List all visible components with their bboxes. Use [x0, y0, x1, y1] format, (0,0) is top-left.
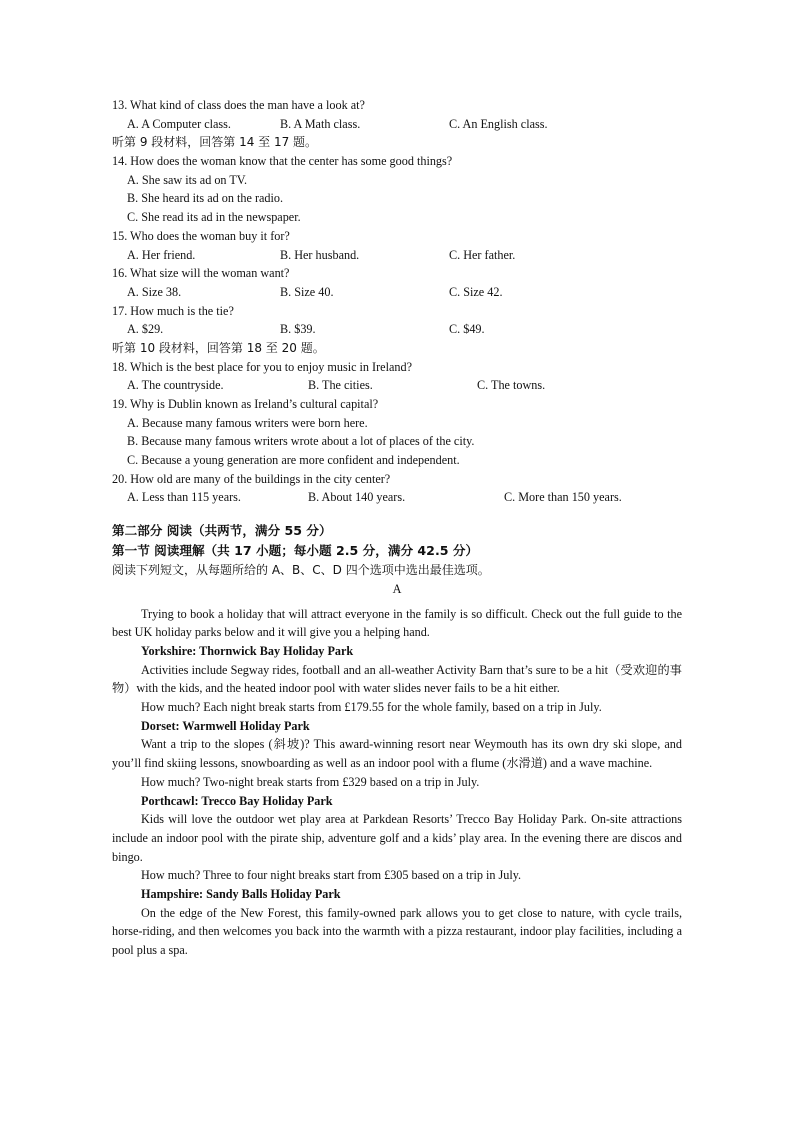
option-c: C. $49.: [449, 322, 485, 337]
option-c: C. Her father.: [449, 247, 516, 262]
option-b: B. Because many famous writers wrote about a lot of places of the city.: [127, 434, 475, 449]
option-a: A. She saw its ad on TV.: [127, 172, 248, 187]
question-13-options: [112, 115, 682, 134]
question-13-stem: 13. What kind of class does the man have a look at?: [112, 98, 365, 112]
question-15-stem: 15. Who does the woman buy it for?: [112, 228, 290, 243]
park-price-yorkshire: How much? Each night break starts from £179.55 for the whole family, based on a trip in July.: [141, 700, 602, 714]
option-c: C. She read its ad in the newspaper.: [127, 210, 301, 225]
option-c: C. An English class.: [449, 116, 548, 131]
passage-intro: Trying to book a holiday that will attract everyone in the family is so difficult. Check out the full guide to the best UK holiday parks below and it will give you a helping hand.: [112, 606, 682, 640]
park-desc-yorkshire: Activities include Segway rides, football and an all-weather Activity Barn that’s sure to be a hit（受欢迎的事物）with the kids, and the heated indoor pool with water slides never fails to be a hit either.: [112, 662, 682, 696]
park-name-yorkshire: Yorkshire: Thornwick Bay Holiday Park: [141, 643, 354, 658]
option-b: B. Her husband.: [280, 247, 360, 262]
park-desc-hampshire: On the edge of the New Forest, this family-owned park allows you to get close to nature, with cycle trails, horse-riding, and then welcomes you back into the warmth with a pizza restaurant, indoor play facilities, including a pool plus a spa.: [112, 905, 682, 958]
question-14-stem: 14. How does the woman know that the center has some good things?: [112, 154, 453, 169]
listening-section-9: 听第 9 段材料，回答第 14 至 17 题。: [112, 135, 318, 150]
option-a: A. The countryside.: [127, 378, 224, 393]
question-15-options: [112, 246, 682, 265]
part2-title: 第二部分 阅读（共两节，满分 55 分）: [112, 523, 332, 539]
question-17-options: [112, 320, 682, 339]
option-b: B. She heard its ad on the radio.: [127, 191, 284, 206]
exam-page: [112, 96, 682, 960]
question-19-stem: 19. Why is Dublin known as Ireland’s cultural capital?: [112, 397, 379, 411]
question-20-stem: 20. How old are many of the buildings in the city center?: [112, 471, 391, 486]
option-a: A. Because many famous writers were born here.: [127, 415, 368, 430]
question-16-options: [112, 283, 682, 302]
option-b: B. $39.: [280, 322, 316, 337]
park-desc-dorset: Want a trip to the slopes (斜坡)? This award-winning resort near Weymouth has its own dry ski slope, and you’ll find skiing lessons, snowboarding as well as an indoor pool with a flume (水滑道) and a wave machine.: [112, 737, 682, 771]
option-b: B. About 140 years.: [308, 490, 406, 505]
option-c: C. More than 150 years.: [504, 490, 622, 505]
park-name-porthcawl: Porthcawl: Trecco Bay Holiday Park: [141, 793, 333, 808]
option-b: B. A Math class.: [280, 116, 361, 131]
listening-section-10: 听第 10 段材料，回答第 18 至 20 题。: [112, 340, 325, 355]
option-a: A. Her friend.: [127, 247, 196, 262]
passage-label: A: [392, 581, 402, 596]
park-price-dorset: How much? Two-night break starts from £329 based on a trip in July.: [141, 774, 480, 789]
option-c: C. Because a young generation are more confident and independent.: [127, 453, 460, 468]
option-b: B. The cities.: [308, 378, 373, 393]
question-20-options: [112, 488, 682, 507]
option-c: C. The towns.: [477, 378, 546, 393]
spacer: [112, 507, 682, 521]
option-a: A. A Computer class.: [127, 116, 231, 131]
question-18-options: [112, 376, 682, 395]
section1-title: 第一节 阅读理解（共 17 小题；每小题 2.5 分，满分 42.5 分）: [112, 543, 479, 559]
park-name-hampshire: Hampshire: Sandy Balls Holiday Park: [141, 887, 341, 901]
option-a: A. $29.: [127, 322, 164, 337]
option-b: B. Size 40.: [280, 284, 334, 299]
option-a: A. Size 38.: [127, 284, 182, 299]
park-desc-porthcawl: Kids will love the outdoor wet play area at Parkdean Resorts’ Trecco Bay Holiday Park. On-site attractions include an indoor pool with the pirate ship, adventure golf and a kids’ play area. In the evening there are discos and bingo.: [112, 812, 682, 864]
reading-instruction: 阅读下列短文，从每题所给的 A、B、C、D 四个选项中选出最佳选项。: [112, 563, 490, 578]
question-16-stem: 16. What size will the woman want?: [112, 266, 290, 281]
park-price-porthcawl: How much? Three to four night breaks start from £305 based on a trip in July.: [141, 868, 522, 883]
option-c: C. Size 42.: [449, 284, 503, 299]
question-17-stem: 17. How much is the tie?: [112, 303, 234, 318]
park-name-dorset: Dorset: Warmwell Holiday Park: [141, 718, 310, 733]
option-a: A. Less than 115 years.: [127, 490, 241, 505]
question-18-stem: 18. Which is the best place for you to enjoy music in Ireland?: [112, 359, 412, 374]
